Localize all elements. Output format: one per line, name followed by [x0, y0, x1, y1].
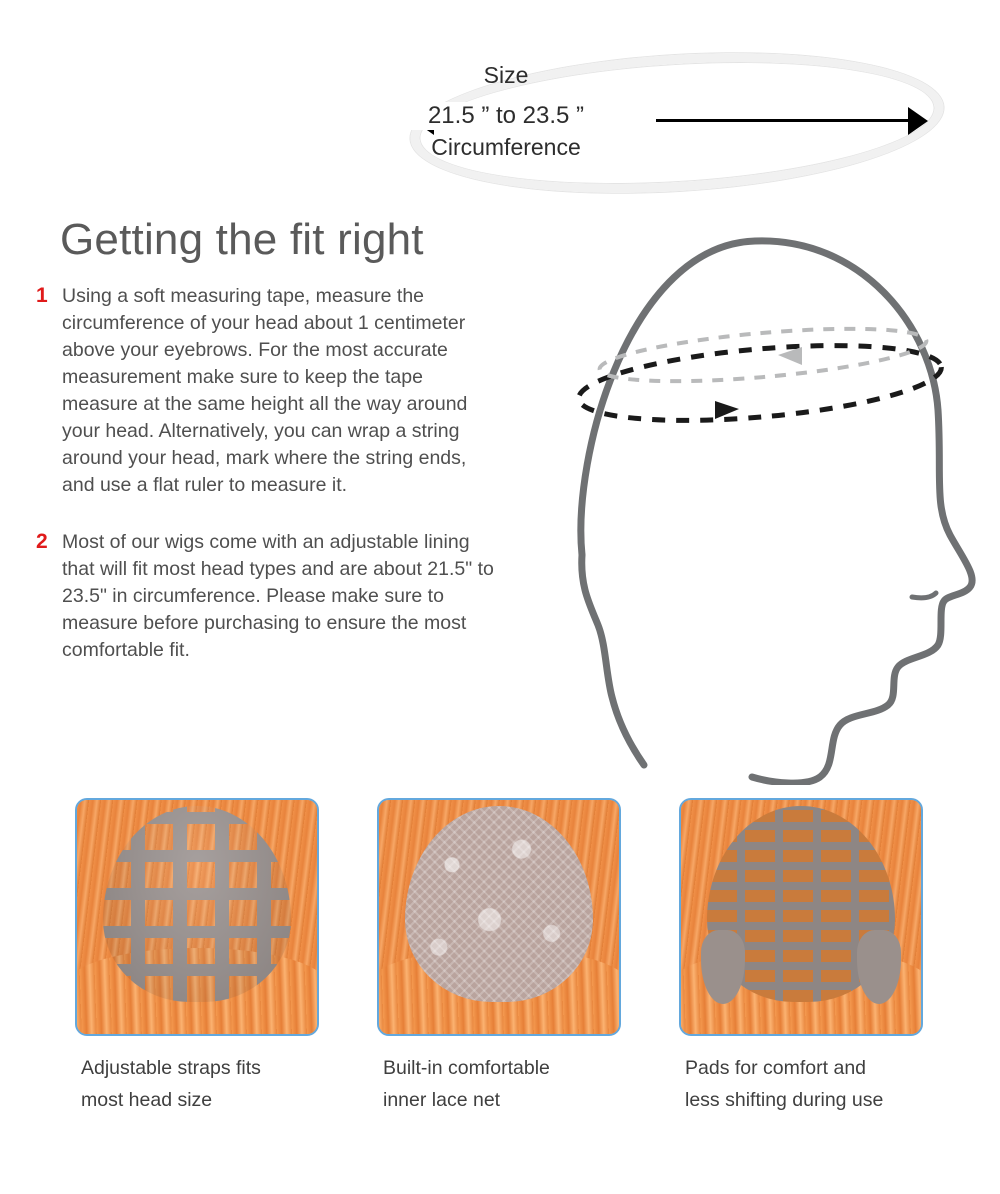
wig-cap-photo-lace: [377, 798, 621, 1036]
fit-step-1: [0, 283, 520, 499]
step-text: Most of our wigs come with an adjustable lining that will fit most head types and are about 21.5" to 23.5" in circumference. Please make sure to measure before purchasing to ensure the most comfortable fit.: [62, 531, 494, 661]
feature-caption-line1: Built-in comfortable: [383, 1057, 550, 1079]
feature-card-adjustable-straps: [75, 798, 321, 1116]
step-text: Using a soft measuring tape, measure the circumference of your head about 1 centimeter above your eyebrows. For the most accurate measurement make sure to keep the tape measure at the same height all the way around your head. Alternatively, you can wrap a string around your head, mark where the string ends, and use a flat ruler to measure it.: [62, 285, 468, 496]
measure-arrow-back-icon: [778, 347, 802, 365]
ring-size-label: Size: [483, 62, 529, 88]
feature-caption-line2: most head size: [81, 1089, 213, 1111]
wig-cap-photo-pads: [679, 798, 923, 1036]
step-number: 2: [36, 530, 48, 553]
wig-cap-photo-straps: [75, 798, 319, 1036]
fit-guide-section: [0, 215, 520, 694]
head-profile-diagram: [520, 205, 1000, 785]
feature-caption: [679, 1052, 925, 1116]
head-profile-svg: [520, 205, 1000, 785]
ring-arrow-right-icon: [908, 107, 928, 135]
feature-card-inner-lace-net: [377, 798, 623, 1116]
feature-caption-line1: Pads for comfort and: [685, 1057, 867, 1079]
cap-straps-overlay: [103, 806, 291, 1002]
measure-arrow-forward-icon: [715, 401, 739, 419]
measure-line-front: [576, 333, 945, 432]
feature-caption-line2: less shifting during use: [685, 1089, 884, 1111]
ring-circumference-label: Circumference: [431, 134, 581, 160]
fit-step-2: [0, 529, 520, 664]
feature-card-list: [0, 798, 1000, 1116]
feature-card-comfort-pads: [679, 798, 925, 1116]
feature-caption-line2: inner lace net: [383, 1089, 501, 1111]
feature-caption: [377, 1052, 623, 1116]
feature-caption: [75, 1052, 321, 1116]
page-title: Getting the fit right: [60, 215, 424, 264]
measure-line-back: [598, 319, 929, 391]
step-number: 1: [36, 284, 48, 307]
size-ring-diagram: [0, 0, 1000, 200]
feature-caption-line1: Adjustable straps fits: [81, 1057, 261, 1079]
ring-size-range: 21.5 ” to 23.5 ”: [356, 102, 656, 130]
